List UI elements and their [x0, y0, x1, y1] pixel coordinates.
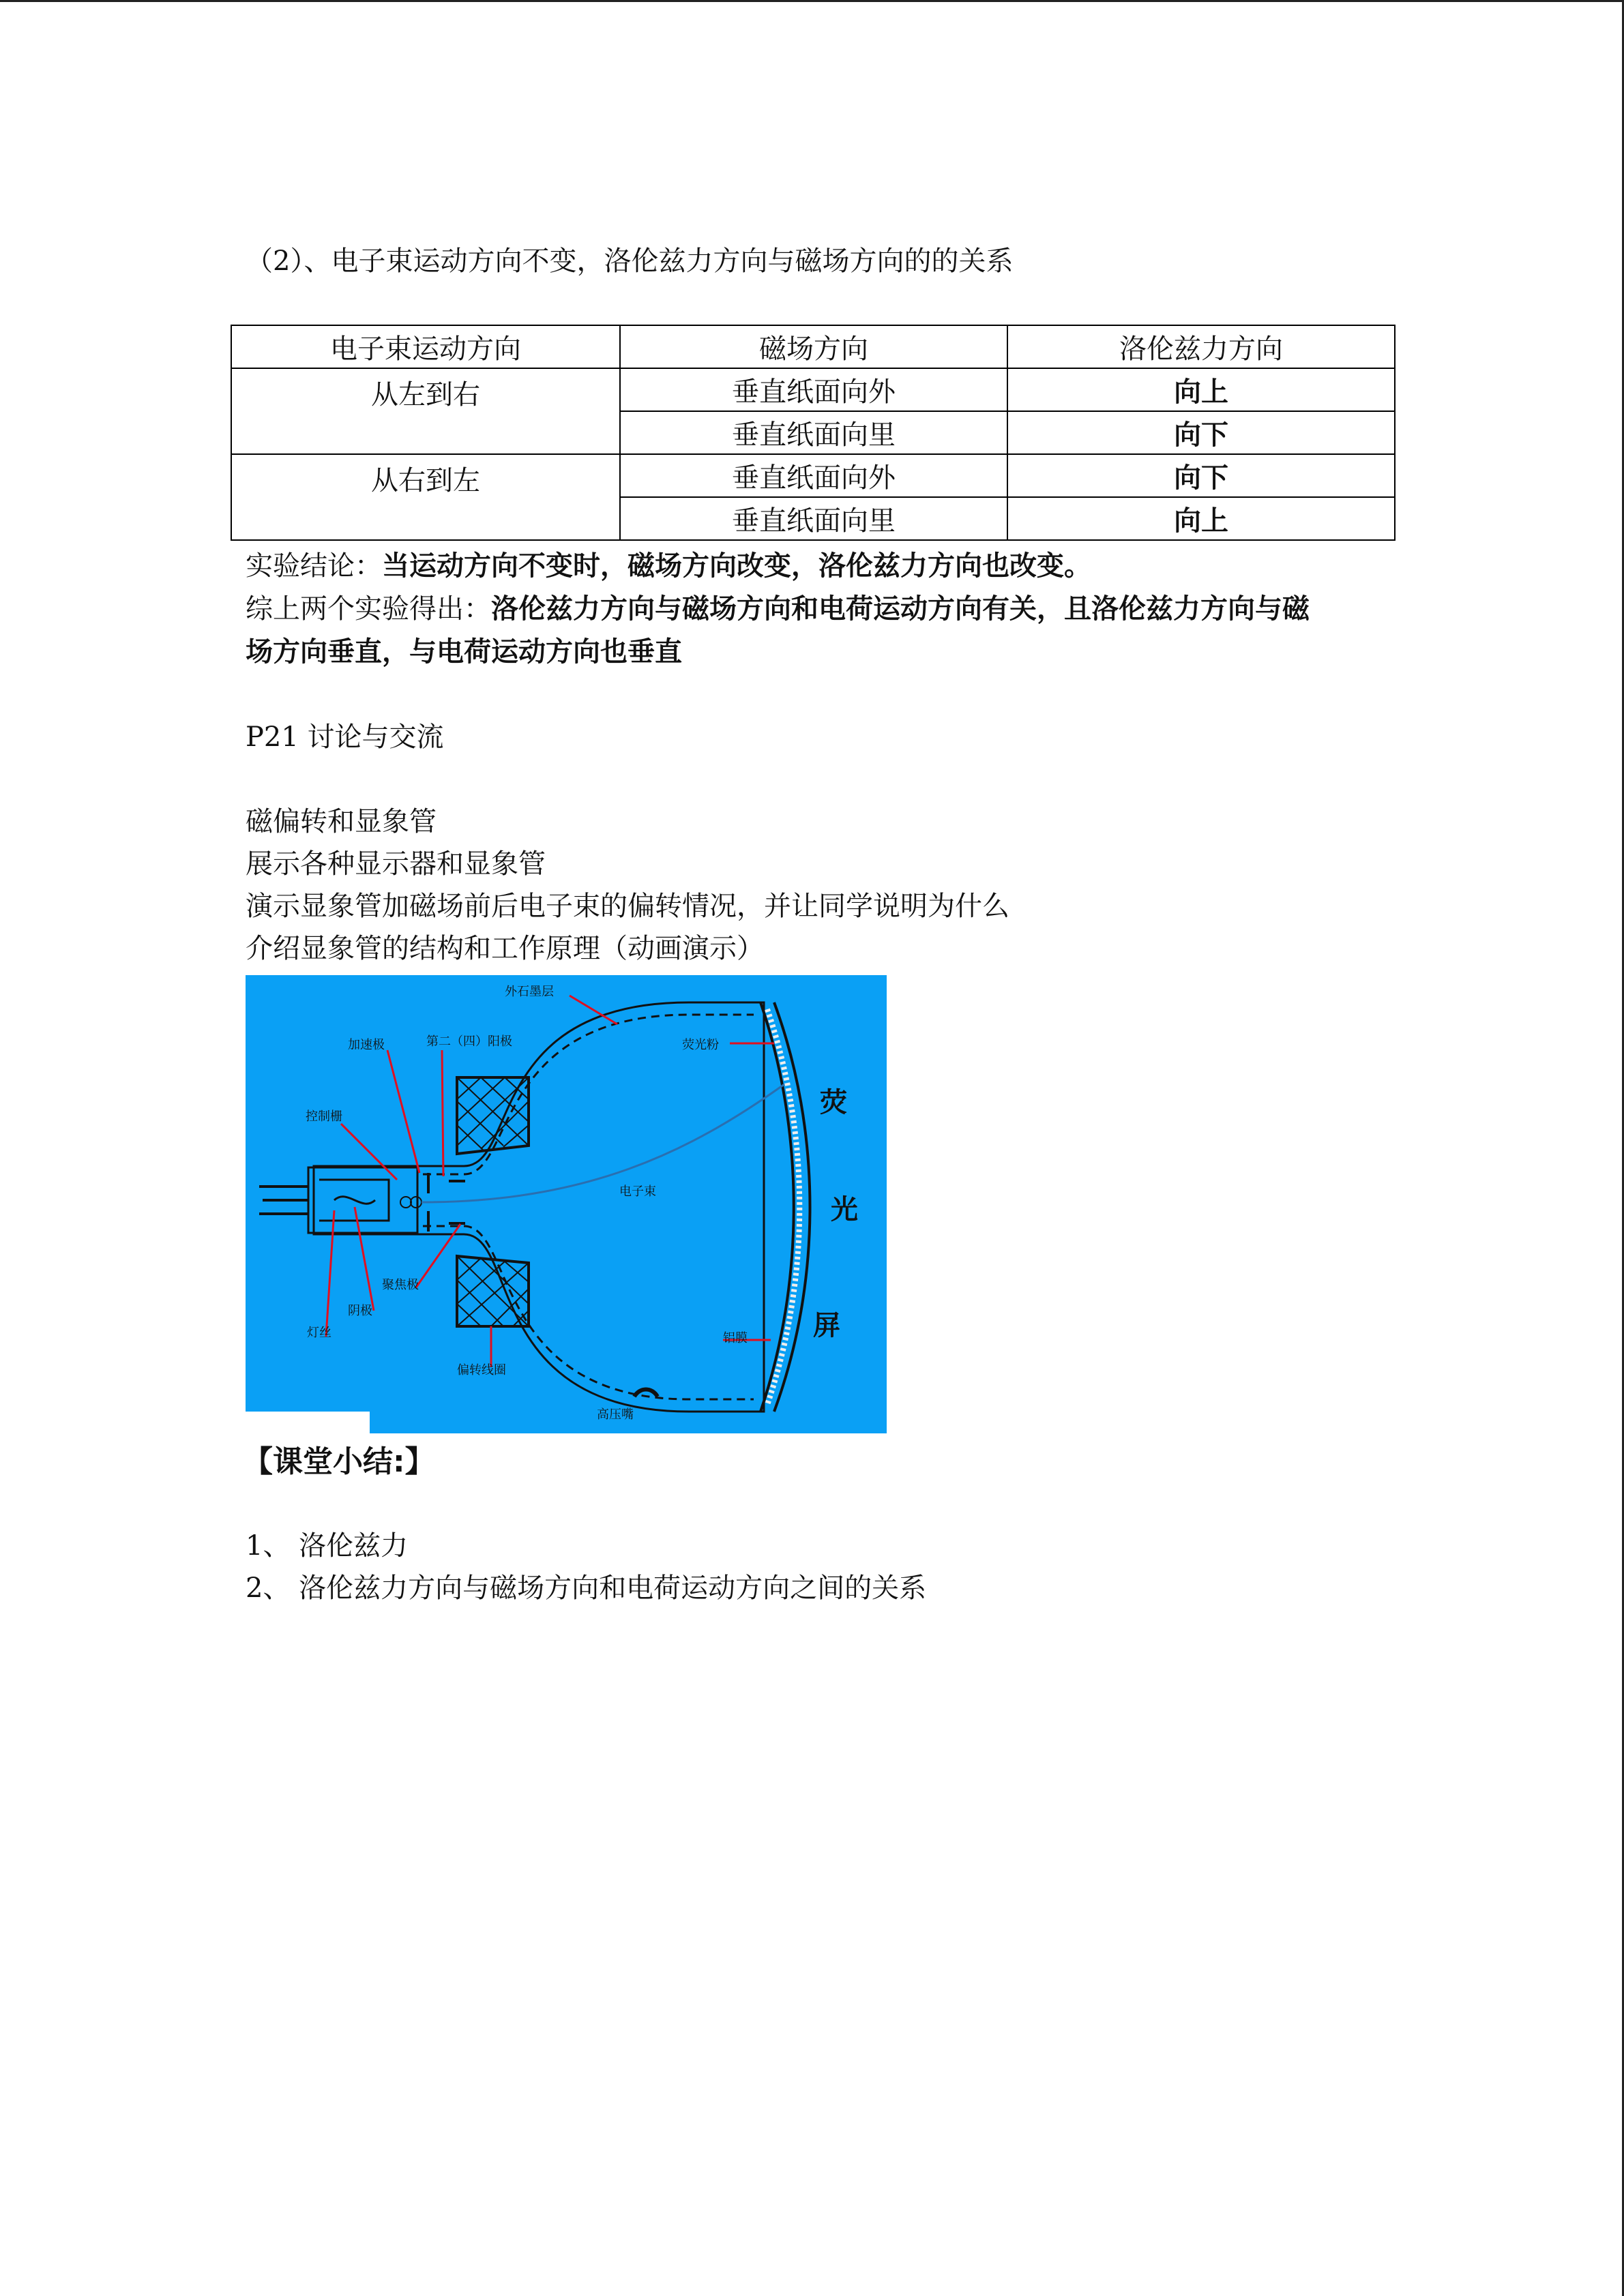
- label-second-anode: 第二（四）阳极: [426, 1034, 512, 1049]
- label-aluminum-film: 铝膜: [723, 1331, 748, 1345]
- header-field-direction: 磁场方向: [620, 325, 1007, 368]
- relation-table: [231, 325, 1396, 541]
- section-title: （2）、电子束运动方向不变，洛伦兹力方向与磁场方向的的关系: [246, 245, 1014, 277]
- crt-diagram: [246, 975, 887, 1433]
- conclusion-text: 当运动方向不变时，磁场方向改变，洛伦兹力方向也改变。: [382, 550, 1091, 582]
- header-force-direction: 洛伦兹力方向: [1007, 325, 1395, 368]
- label-outer-graphite: 外石墨层: [505, 985, 554, 999]
- force-cell: 向下: [1007, 411, 1395, 454]
- field-cell: 垂直纸面向外: [620, 454, 1007, 497]
- label-cathode: 阴极: [348, 1304, 372, 1318]
- class-summary-heading: 【课堂小结:】: [243, 1444, 435, 1479]
- paragraph: 演示显象管加磁场前后电子束的偏转情况，并让同学说明为什么: [246, 891, 1009, 922]
- label-beam: 电子束: [619, 1184, 656, 1199]
- label-accelerating: 加速极: [348, 1038, 385, 1052]
- label-filament: 灯丝: [307, 1326, 331, 1340]
- label-screen-char: 屏: [813, 1310, 840, 1341]
- summary-label: 综上两个实验得出：: [246, 593, 491, 625]
- summary-text-1: 洛伦兹力方向与磁场方向和电荷运动方向有关，且洛伦兹力方向与磁: [491, 593, 1310, 625]
- summary-line-1: [246, 588, 1310, 630]
- field-cell: 垂直纸面向里: [620, 411, 1007, 454]
- label-phosphor: 荧光粉: [682, 1038, 719, 1052]
- force-cell: 向上: [1007, 368, 1395, 411]
- label-screen-char: 光: [831, 1194, 858, 1225]
- force-cell: 向上: [1007, 497, 1395, 540]
- table-row: [231, 454, 1395, 497]
- force-cell: 向下: [1007, 454, 1395, 497]
- field-cell: 垂直纸面向外: [620, 368, 1007, 411]
- beam-direction-cell: 从右到左: [231, 454, 620, 540]
- label-screen-char: 荧: [820, 1087, 847, 1118]
- table-row: [231, 368, 1395, 411]
- beam-direction-cell: 从左到右: [231, 368, 620, 454]
- summary-item: 2、 洛伦兹力方向与磁场方向和电荷运动方向之间的关系: [246, 1572, 927, 1604]
- paragraph: 磁偏转和显象管: [246, 806, 437, 837]
- header-beam-direction: 电子束运动方向: [231, 325, 620, 368]
- label-hv-cap: 高压嘴: [597, 1407, 634, 1422]
- label-deflection-coil: 偏转线圈: [457, 1363, 506, 1377]
- diagram-corner-notch: [246, 1412, 370, 1433]
- page-border-top: [0, 0, 1624, 2]
- paragraph: 展示各种显示器和显象管: [246, 848, 546, 880]
- conclusion-line: [246, 545, 1091, 587]
- table-header-row: [231, 325, 1395, 368]
- label-focus: 聚焦极: [382, 1278, 419, 1292]
- label-control-grid: 控制栅: [306, 1109, 342, 1124]
- crt-diagram-svg: [246, 975, 887, 1433]
- conclusion-label: 实验结论：: [246, 550, 382, 582]
- field-cell: 垂直纸面向里: [620, 497, 1007, 540]
- summary-item: 1、 洛伦兹力: [246, 1530, 409, 1562]
- discussion-line: P21 讨论与交流: [246, 721, 444, 753]
- leader-second-anode: [442, 1050, 443, 1176]
- summary-line-2: 场方向垂直，与电荷运动方向也垂直: [246, 636, 682, 668]
- paragraph: 介绍显象管的结构和工作原理（动画演示）: [246, 933, 764, 964]
